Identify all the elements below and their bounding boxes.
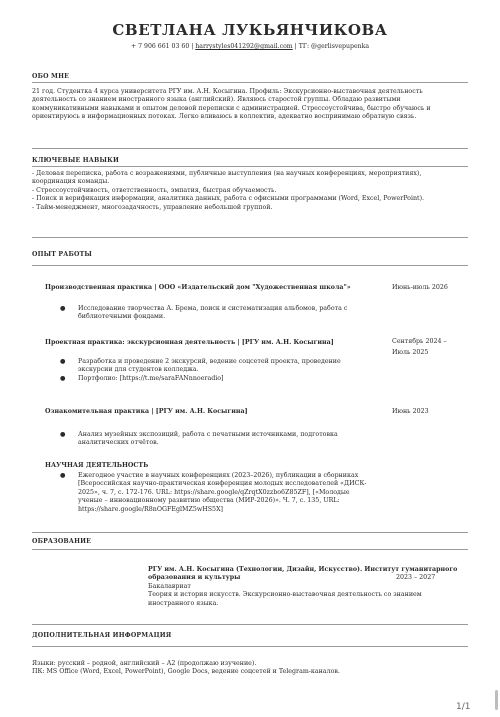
- list-item: ● Исследование творчества А. Брема, поиск и систематизация альбомов, работа с библиотечными фондами.: [60, 305, 348, 321]
- bullet-icon: ●: [60, 305, 66, 312]
- bullet-icon: ●: [60, 374, 66, 382]
- skills-text: [32, 170, 470, 212]
- science-title: НАУЧНАЯ ДЕЯТЕЛЬНОСТЬ: [45, 462, 149, 469]
- skill-line: координация команды.: [32, 178, 110, 186]
- additional-line: ПК: MS Office (Word, Excel, PowerPoint), Google Docs, ведение соцсетей и Telegram-каналов.: [32, 668, 340, 676]
- science-bullets: [60, 472, 366, 514]
- section-divider: [32, 82, 468, 83]
- job-title: Проектная практика: экскурсионная деятельность | [РГУ им. А.Н. Косыгина]: [45, 339, 334, 346]
- section-title-skills: КЛЮЧЕВЫЕ НАВЫКИ: [32, 157, 119, 164]
- candidate-name: СВЕТЛАНА ЛУКЬЯНЧИКОВА: [112, 21, 388, 39]
- list-item: ● Портфолио: [https://t.me/saraFANnnoeradio]: [60, 374, 224, 382]
- list-item: ● Анализ музейных экспозиций, работа с печатными источниками, подготовка аналитических отчётов.: [60, 431, 338, 447]
- list-item: ● Разработка и проведение 2 экскурсий, ведение соцсетей проекта, проведение экскурсии для студентов колледжа.: [60, 358, 341, 374]
- about-line: ориентируюсь в информационных потоках. Легко вливаюсь в коллектив, адекватно воспринимаю обратную связь.: [32, 113, 417, 121]
- section-divider: [32, 646, 468, 647]
- section-title-about: ОБО МНЕ: [32, 73, 70, 80]
- education-entry: [148, 566, 478, 608]
- education-date: 2023 – 2027: [396, 574, 436, 582]
- section-title-education: ОБРАЗОВАНИЕ: [32, 538, 92, 545]
- email-link[interactable]: harrystyles041292@gmail.com: [195, 43, 293, 50]
- section-title-additional: ДОПОЛНИТЕЛЬНАЯ ИНФОРМАЦИЯ: [32, 632, 172, 639]
- job-title: Производственная практика | ООО «Издательский дом "Художественная школа"»: [45, 284, 351, 291]
- skill-line: - Стрессоустойчивость, ответственность, эмпатия, быстрая обучаемость.: [32, 186, 277, 194]
- telegram: ТГ: @gerlisvepupenka: [298, 43, 370, 50]
- section-divider: [32, 265, 468, 266]
- section-divider: [32, 148, 468, 149]
- page-indicator: 1/1: [456, 702, 471, 712]
- bullet-icon: ●: [60, 472, 66, 479]
- list-item: ● Ежегодное участие в научных конференциях (2023–2026), публикации в сборниках [Всероссийская научно-практическая конференция молодых исследователей «ДИСК- 2025», ч. 7, с. 172-176. URL: https://share.google/qZrqtX0zzbo6Z85ZF], [«Молодые ученые – инновационному развитию общества (МИР-2026)». Ч. 7, с. 135, URL: https://share.google/R8nOGFEglMZ5wHS5X]: [60, 472, 367, 513]
- section-divider: [32, 166, 468, 167]
- about-line: деятельность со знанием иностранного языка (английский). Являюсь старостой группы. Обладаю развитыми: [32, 96, 401, 104]
- job-bullets: [60, 305, 347, 322]
- job-date: Июнь-июль 2026: [392, 284, 448, 291]
- contacts-line: [0, 43, 500, 50]
- job-date: Сентябрь 2024 – Июль 2025: [392, 338, 447, 356]
- scrollbar[interactable]: [495, 690, 498, 710]
- skill-line: - Деловая переписка, работа с возражениями, публичные выступления (на научных конференциях, мероприятиях),: [32, 170, 422, 177]
- section-divider: [32, 624, 468, 625]
- about-text: [32, 88, 470, 122]
- section-divider: [32, 237, 468, 238]
- additional-text: [32, 660, 470, 677]
- section-title-experience: ОПЫТ РАБОТЫ: [32, 251, 93, 258]
- job-date: Июнь 2023: [392, 408, 429, 415]
- education-title: РГУ им. А.Н. Косыгина (Технологии, Дизайн, Искусство). Институт гуманитарного образования и культуры 2023 – 2027: [148, 566, 458, 582]
- bullet-icon: ●: [60, 358, 66, 365]
- job-title: Ознакомительная практика | [РГУ им. А.Н. Косыгина]: [45, 408, 248, 415]
- job-bullets: [60, 358, 341, 383]
- skill-line: - Поиск и верификация информации, аналитика данных, работа с офисными программами (Word, Excel, PowerPoint).: [32, 195, 425, 203]
- phone: + 7 906 661 03 60: [130, 43, 190, 50]
- job-bullets: [60, 431, 338, 448]
- section-divider: [32, 549, 468, 550]
- contact-separator: |: [294, 43, 299, 50]
- education-desc: иностранного языка.: [148, 599, 219, 607]
- section-divider: [32, 532, 468, 533]
- education-desc: Теория и история искусств. Экскурсионно-выставочная деятельность со знанием: [148, 591, 422, 599]
- skill-line: - Тайм-менеджмент, многозадачность, управление небольшой группой.: [32, 203, 273, 211]
- bullet-icon: ●: [60, 431, 66, 438]
- about-line: коммуникативными навыками и опытом деловой переписки с администрацией. Стрессоустойчива, быстро обучаюсь и: [32, 104, 431, 112]
- contact-separator: |: [191, 43, 196, 50]
- about-line: 21 год. Студентка 4 курса университета РГУ им. А.Н. Косыгина. Профиль: Экскурсионно-выставочная деятельность: [32, 88, 423, 95]
- additional-line: Языки: русский – родной, английский – А2 (продолжаю изучение).: [32, 660, 257, 667]
- education-degree: Бакалавриат: [148, 582, 191, 590]
